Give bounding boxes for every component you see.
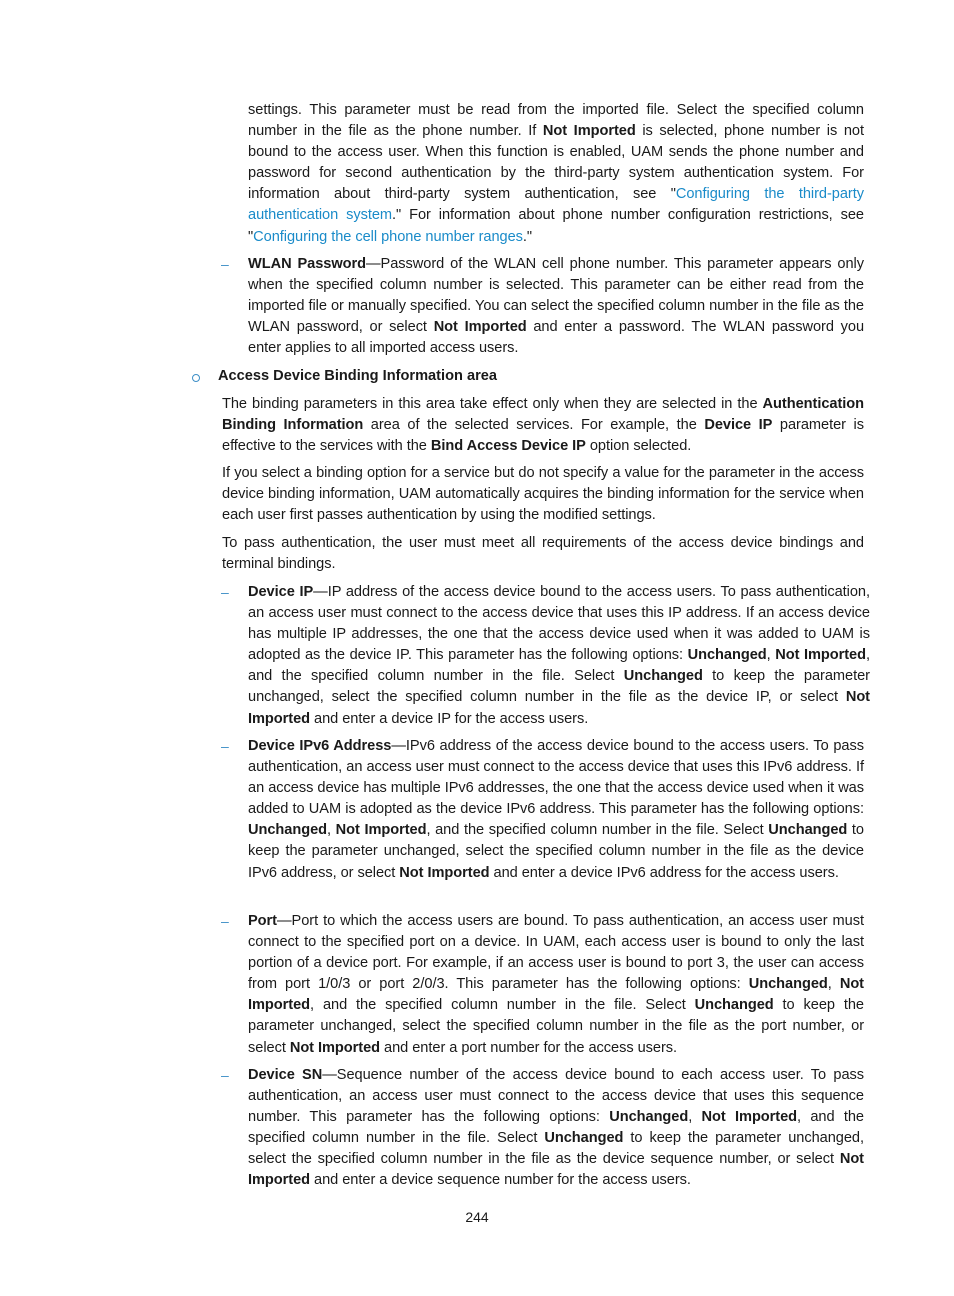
device-ipv6-item <box>248 736 864 884</box>
text: to keep the parameter unchanged, select the specified column number in the file as the device sequence number, or select <box>248 1130 864 1168</box>
text: , <box>688 1109 702 1126</box>
term: Device IPv6 Address <box>248 738 392 754</box>
bold-term: Unchanged <box>544 1130 624 1147</box>
bold-term: Bind Access Device IP <box>430 438 586 455</box>
bold-term: Not Imported <box>248 976 864 1014</box>
bold-term: Device IP <box>704 417 773 434</box>
text: to keep the parameter unchanged, select the specified column number in the file as the device IPv6 address, or select <box>248 822 864 881</box>
bold-term: Unchanged <box>768 822 848 839</box>
continuation-paragraph <box>248 100 864 248</box>
text: area of the selected services. For example, the <box>363 417 705 434</box>
text: —IP address of the access device bound to the access users. To pass authentication, an access user must connect to the access device that uses this IP address. If an access device has multiple IP addresses, the one that the access device used when it was added to UAM is adopted as the device IP. This parameter has the following options: <box>248 584 870 664</box>
link-cell-phone-ranges[interactable]: Configuring the cell phone number ranges <box>253 228 523 245</box>
bold-term: Unchanged <box>694 997 774 1014</box>
bold-term: Unchanged <box>687 647 767 664</box>
bold-term: Not Imported <box>399 864 490 881</box>
bold-term: Not Imported <box>775 647 866 664</box>
bold-term: Not Imported <box>248 1151 864 1189</box>
bold-term: Not Imported <box>701 1109 798 1126</box>
wlan-password-item <box>248 254 864 359</box>
text: , and the specified column number in the file. Select <box>248 647 871 685</box>
paragraph-binding-parameters <box>222 394 864 457</box>
text: is selected, phone number is not bound to the access user. When this function is enabled, UAM sends the phone number and password for second authentication by the third-party system authentication system. For information about third-party system authentication, see " <box>248 123 864 203</box>
term: Device SN <box>248 1067 323 1083</box>
page-number: 244 <box>465 1209 489 1225</box>
dash-bullet: – <box>221 256 229 272</box>
dash-bullet: – <box>221 913 229 929</box>
device-sn-item <box>248 1065 864 1192</box>
text: to keep the parameter unchanged, select the specified column number in the file as the device IP, or select <box>248 668 870 706</box>
dash-bullet: – <box>221 738 229 754</box>
text: ." <box>522 228 533 245</box>
bold-term: Not Imported <box>335 822 427 839</box>
text: option selected. <box>585 438 692 455</box>
text: and enter a device sequence number for the access users. <box>310 1172 691 1189</box>
dash-bullet: – <box>221 584 229 600</box>
text: to keep the parameter unchanged, select the specified column number in the file as the port number, or select <box>248 997 864 1056</box>
bold-term: Unchanged <box>609 1109 689 1126</box>
paragraph-pass-auth: To pass authentication, the user must meet all requirements of the access device bindings and terminal bindings. <box>222 535 864 573</box>
device-ip-item <box>248 582 870 730</box>
text: , and the specified column number in the file. Select <box>248 1109 864 1147</box>
text: settings. This parameter must be read from the imported file. Select the specified column number in the file as the phone number. If <box>248 102 864 140</box>
port-item <box>248 911 864 1059</box>
text: and enter a password. The WLAN password you enter applies to all imported access users. <box>248 319 865 357</box>
text: , and the specified column number in the file. Select <box>310 997 695 1014</box>
term: WLAN Password <box>248 256 367 272</box>
paragraph-binding-option: If you select a binding option for a service but do not specify a value for the parameter in the access device binding information, UAM automatically acquires the binding information for the service when each user first passes authentication by using the modified settings. <box>222 465 864 524</box>
text: ." For information about phone number configuration restrictions, see " <box>248 207 864 245</box>
bold-term: Unchanged <box>248 822 328 839</box>
text: and enter a device IP for the access users. <box>310 710 589 727</box>
text: —IPv6 address of the access device bound to the access users. To pass authentication, an access user must connect to the access device that uses this IPv6 address. If an access device has multiple IPv6 addresses, the one that the access device used when it was added to UAM is adopted as the device IPv6 address. This parameter has the following options: <box>248 738 864 818</box>
bold-term: Unchanged <box>623 668 703 685</box>
text: , <box>766 647 776 664</box>
text: , <box>827 976 840 993</box>
text: , and the specified column number in the file. Select <box>426 822 769 839</box>
bold-term: Unchanged <box>748 976 828 993</box>
text: —Port to which the access users are bound. To pass authentication, an access user must connect to the specified port on a device. In UAM, each access user is bound to only the last portion of a device port. For example, if an access user is bound to port 3, the user can access from port 1/0/3 or port 2/0/3. This parameter has the following options: <box>248 913 864 993</box>
section-heading: Access Device Binding Information area <box>218 368 497 384</box>
bold-term: Not Imported <box>542 123 636 140</box>
bold-term: Not Imported <box>433 319 527 336</box>
text: parameter is effective to the services with the <box>222 417 864 455</box>
dash-bullet: – <box>221 1067 229 1083</box>
text: and enter a port number for the access users. <box>380 1039 678 1056</box>
text: The binding parameters in this area take effect only when they are selected in the <box>222 396 763 412</box>
text: , <box>327 822 336 839</box>
text: —Sequence number of the access device bound to each access user. To pass authentication, an access user must connect to the access device that uses this sequence number. This parameter has the following options: <box>248 1067 865 1126</box>
bold-term: Authentication Binding Information <box>222 396 864 434</box>
bold-term: Not Imported <box>289 1039 381 1056</box>
bold-term: Not Imported <box>248 689 870 727</box>
text: and enter a device IPv6 address for the access users. <box>489 864 839 881</box>
circle-bullet-icon <box>192 374 200 382</box>
term: Device IP <box>248 584 314 600</box>
text: —Password of the WLAN cell phone number. This parameter appears only when the specified column number is selected. This parameter can be either read from the imported file or manually specified. You can select the specified column number in the file as the WLAN password, or select <box>248 256 864 336</box>
link-third-party-auth[interactable]: Configuring the third-party authentication system <box>248 186 864 224</box>
term: Port <box>248 913 277 929</box>
